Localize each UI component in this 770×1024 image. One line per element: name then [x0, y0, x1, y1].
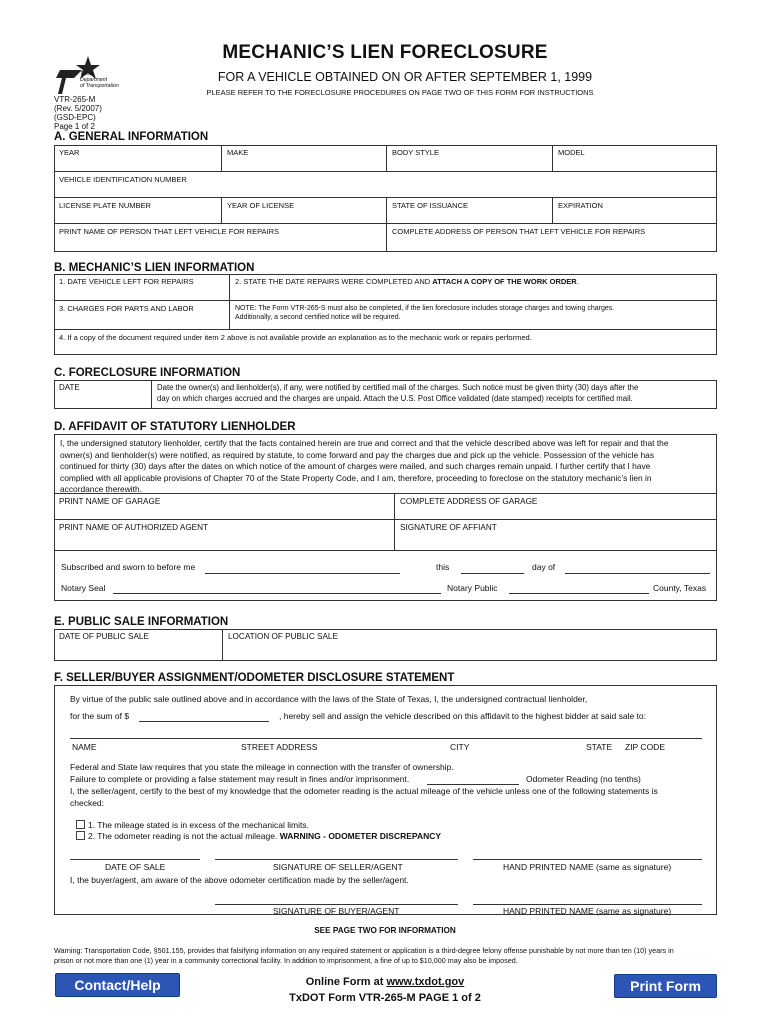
date-of-sale-label: DATE OF SALE: [105, 862, 166, 872]
body-style-field[interactable]: BODY STYLE: [386, 145, 552, 171]
public-sale-date-field[interactable]: DATE OF PUBLIC SALE: [59, 632, 149, 641]
explanation-field[interactable]: 4. If a copy of the document required under item 2 above is not available provide an explanation as to the mechanic work or repairs performed.: [54, 329, 717, 355]
contact-help-button[interactable]: Contact/Help: [55, 973, 180, 997]
buyer-city-label: CITY: [450, 742, 470, 752]
section-c-box: [54, 380, 717, 409]
mileage-excess-checkbox[interactable]: [76, 820, 85, 829]
odometer-reading-line[interactable]: [427, 784, 519, 785]
public-sale-location-field[interactable]: LOCATION OF PUBLIC SALE: [222, 629, 717, 661]
federal-law-text: Federal and State law requires that you state the mileage in connection with the transfer of ownership.: [70, 762, 454, 772]
buyer-printed-name-label: HAND PRINTED NAME (same as signature): [503, 906, 672, 916]
form-id-block: VTR-265-M (Rev. 5/2007) (GSD-EPC) Page 1 of 2: [54, 95, 102, 131]
month-year-line[interactable]: [565, 573, 710, 574]
seller-signature-line[interactable]: [215, 859, 458, 860]
form-title: MECHANIC’S LIEN FORECLOSURE: [222, 42, 548, 63]
year-field[interactable]: YEAR: [59, 148, 80, 157]
garage-address-field[interactable]: COMPLETE ADDRESS OF GARAGE: [394, 493, 717, 519]
seller-printed-name-label: HAND PRINTED NAME (same as signature): [503, 862, 672, 872]
buyer-name-label: NAME: [72, 742, 97, 752]
seller-printed-name-line[interactable]: [473, 859, 702, 860]
day-of-label: day of: [532, 562, 556, 572]
not-actual-mileage-label: 2. The odometer reading is not the actual mileage. WARNING - ODOMETER DISCREPANCY: [88, 831, 442, 841]
section-b-box: [54, 274, 717, 355]
county-line[interactable]: [509, 593, 649, 594]
date-left-field[interactable]: 1. DATE VEHICLE LEFT FOR REPAIRS: [59, 277, 194, 286]
form-instructions-note: PLEASE REFER TO THE FORECLOSURE PROCEDURES ON PAGE TWO OF THIS FORM FOR INSTRUCTIONS: [206, 88, 594, 97]
form-subtitle: FOR A VEHICLE OBTAINED ON OR AFTER SEPTEMBER 1, 1999: [217, 70, 593, 84]
this-label: this: [436, 562, 450, 572]
authorized-agent-field[interactable]: PRINT NAME OF AUTHORIZED AGENT: [54, 519, 394, 550]
buyer-street-label: STREET ADDRESS: [241, 742, 318, 752]
online-form-text: Online Form at www.txdot.gov: [305, 976, 465, 988]
date-of-sale-line[interactable]: [70, 859, 200, 860]
buyer-zip-label: ZIP CODE: [625, 742, 665, 752]
buyer-signature-label: SIGNATURE OF BUYER/AGENT: [273, 906, 400, 916]
warning-text: Warning: Transportation Code, §501.155, provides that falsifying information on any required statement or application is a third-degree felony offense punishable by not more than ten (10) years in prison or not more than one (1) year in a community correctional facility. In addition to imprisonment, a fine of up to $10,000 may also be imposed.: [54, 946, 674, 965]
mileage-excess-label: 1. The mileage stated is in excess of the mechanical limits.: [88, 820, 309, 830]
county-texas-label: County, Texas: [653, 583, 707, 593]
foreclosure-notice-text: Date the owner(s) and lienholder(s), if any, were notified by certified mail of the charges. Such notice must be given thirty (30) days after the day on which charges accrued and the charges are unpaid. Attach the U.S. Post Office validated (date stamped) receipts for certified mail.: [151, 380, 717, 409]
expiration-field[interactable]: EXPIRATION: [552, 197, 717, 223]
section-a-box: [54, 145, 717, 252]
affiant-signature-field[interactable]: SIGNATURE OF AFFIANT: [394, 519, 717, 550]
section-e-box: [54, 629, 717, 661]
notary-seal-label: Notary Seal: [61, 583, 106, 593]
affidavit-text: I, the undersigned statutory lienholder, certify that the facts contained herein are true and correct and that the vehicle described above was left for repair and that the owner(s) and lienholder(s) were notified, as required by statute, to come forward and pay the charges due and pick up the vehicle. Possession of the vehicle has continued for thirty (30) days after the dates on which notice of the amount of charges were mailed, and such charges remain unpaid. I further certify that I have complied with all applicable provisions of Chapter 70 of the State Property Code, and I am, therefore, proceeding to foreclose on the statutory mechanic’s lien in accordance therewith.: [60, 438, 669, 494]
note-vtr-265-s: NOTE: The Form VTR-265-S must also be completed, if the lien foreclosure includes storage charges and towing charges. Additionally, a second certified notice will be required.: [229, 300, 717, 329]
print-form-button[interactable]: Print Form: [614, 974, 717, 998]
buyer-printed-name-line[interactable]: [473, 904, 702, 905]
certify-text-1: I, the seller/agent, certify to the best of my knowledge that the odometer reading is the actual mileage of the vehicle unless one of the following statements is: [70, 786, 658, 796]
form-page-label: TxDOT Form VTR-265-M PAGE 1 of 2: [289, 992, 481, 1004]
license-plate-field[interactable]: LICENSE PLATE NUMBER: [54, 197, 221, 223]
section-b-title: B. MECHANIC’S LIEN INFORMATION: [54, 262, 255, 274]
buyer-state-label: STATE: [586, 742, 613, 752]
model-field[interactable]: MODEL: [552, 145, 717, 171]
person-address-field[interactable]: COMPLETE ADDRESS OF PERSON THAT LEFT VEHICLE FOR REPAIRS: [386, 223, 717, 252]
date-completed-field[interactable]: 2. STATE THE DATE REPAIRS WERE COMPLETED AND ATTACH A COPY OF THE WORK ORDER.: [229, 274, 717, 300]
assign-statement-text: , hereby sell and assign the vehicle described on this affidavit to the highest bidder at said sale to:: [279, 711, 646, 721]
sum-label: for the sum of $: [70, 711, 130, 721]
notary-public-label: Notary Public: [447, 583, 498, 593]
sale-statement-text: By virtue of the public sale outlined above and in accordance with the laws of the State of Texas, I, the undersigned contractual lienholder,: [70, 694, 588, 704]
state-of-issuance-field[interactable]: STATE OF ISSUANCE: [386, 197, 552, 223]
section-d-box: [54, 434, 717, 601]
person-name-field[interactable]: PRINT NAME OF PERSON THAT LEFT VEHICLE FOR REPAIRS: [54, 223, 386, 252]
buyer-aware-text: I, the buyer/agent, am aware of the above odometer certification made by the seller/agent.: [70, 875, 409, 885]
make-field[interactable]: MAKE: [221, 145, 386, 171]
vin-field[interactable]: VEHICLE IDENTIFICATION NUMBER: [54, 171, 717, 197]
section-c-title: C. FORECLOSURE INFORMATION: [54, 367, 241, 379]
section-f-title: F. SELLER/BUYER ASSIGNMENT/ODOMETER DISCLOSURE STATEMENT: [54, 672, 455, 684]
txdot-link[interactable]: www.txdot.gov: [386, 976, 465, 988]
failure-warning-text: Failure to complete or providing a false statement may result in fines and/or imprisonment.: [70, 774, 410, 784]
certify-text-2: checked:: [70, 798, 105, 808]
charges-field[interactable]: 3. CHARGES FOR PARTS AND LABOR: [54, 300, 229, 329]
sworn-name-line[interactable]: [205, 573, 400, 574]
section-e-title: E. PUBLIC SALE INFORMATION: [54, 616, 229, 628]
odometer-reading-label: Odometer Reading (no tenths): [526, 774, 641, 784]
sworn-label: Subscribed and sworn to before me: [61, 562, 196, 572]
buyer-info-line[interactable]: [70, 738, 702, 739]
day-line[interactable]: [461, 573, 524, 574]
year-of-license-field[interactable]: YEAR OF LICENSE: [221, 197, 386, 223]
section-f-box: [54, 685, 717, 915]
buyer-signature-line[interactable]: [215, 904, 458, 905]
section-a-title: A. GENERAL INFORMATION: [54, 131, 209, 143]
section-d-title: D. AFFIDAVIT OF STATUTORY LIENHOLDER: [54, 421, 296, 433]
see-page-two: SEE PAGE TWO FOR INFORMATION: [314, 926, 456, 935]
not-actual-mileage-checkbox[interactable]: [76, 831, 85, 840]
notary-seal-line[interactable]: [113, 593, 441, 594]
sum-amount-line[interactable]: [139, 721, 269, 722]
garage-name-field[interactable]: PRINT NAME OF GARAGE: [54, 493, 394, 519]
logo-text: Texas Department of Transportation: [80, 71, 119, 89]
foreclosure-date-field[interactable]: DATE: [59, 383, 80, 392]
seller-signature-label: SIGNATURE OF SELLER/AGENT: [273, 862, 403, 872]
